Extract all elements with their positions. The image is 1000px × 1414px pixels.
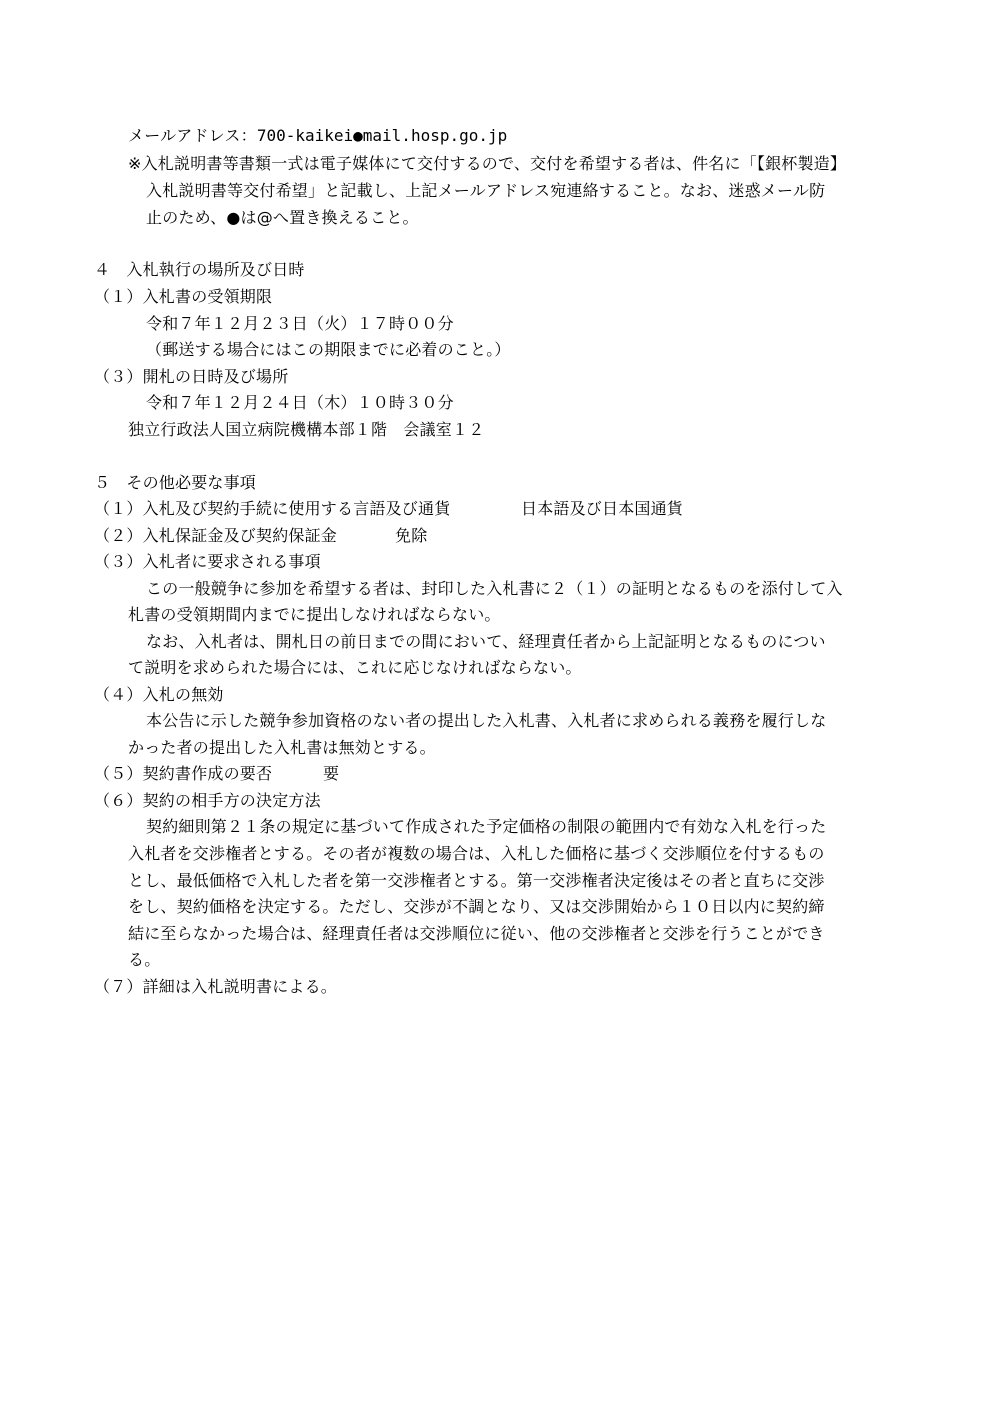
section-4-item-3-label: （３）開札の日時及び場所 (94, 367, 289, 386)
invalid-bid-line-1: 本公告に示した競争参加資格のない者の提出した入札書、入札者に求められる義務を履行しな (146, 711, 827, 730)
requirements-line-4: て説明を求められた場合には、これに応じなければならない。 (128, 658, 582, 677)
requirements-line-2: 札書の受領期間内までに提出しなければならない。 (128, 605, 501, 624)
language-currency-value: 日本語及び日本国通貨 (521, 499, 684, 518)
decision-method-line-2: 入札者を交渉権者とする。その者が複数の場合は、入札した価格に基づく交渉順位を付するもの (128, 844, 825, 863)
decision-method-line-5: 結に至らなかった場合は、経理責任者は交渉順位に従い、他の交渉権者と交渉を行うことができ (128, 924, 825, 943)
note-line-1: ※入札説明書等書類一式は電子媒体にて交付するので、交付を希望する者は、件名に「【銀杯製造】 (128, 154, 847, 173)
decision-method-line-3: とし、最低価格で入札した者を第一交渉権者とする。第一交渉権者決定後はその者と直ちに交渉 (128, 871, 825, 890)
decision-method-line-6: る。 (128, 950, 161, 969)
section-5-item-4-label: （４）入札の無効 (94, 685, 224, 704)
note-line-3: 止のため、●は@へ置き換えること。 (146, 208, 419, 227)
section-4-item-1-label: （１）入札書の受領期限 (94, 287, 273, 306)
decision-method-line-4: をし、契約価格を決定する。ただし、交渉が不調となり、又は交渉開始から１０日以内に契約締 (128, 897, 825, 916)
contract-document-label: （５）契約書作成の要否 (94, 764, 273, 783)
note-line-2: 入札説明書等交付希望」と記載し、上記メールアドレス宛連絡すること。なお、迷惑メール防 (146, 181, 826, 200)
opening-place: 独立行政法人国立病院機構本部１階 会議室１２ (128, 420, 485, 439)
invalid-bid-line-2: かった者の提出した入札書は無効とする。 (128, 738, 436, 757)
section-4-heading: ４ 入札執行の場所及び日時 (94, 260, 305, 279)
decision-method-line-1: 契約細則第２１条の規定に基づいて作成された予定価格の制限の範囲内で有効な入札を行った (146, 817, 827, 836)
deposit-value: 免除 (395, 526, 428, 545)
section-5-item-2 (94, 525, 428, 547)
section-5-heading: ５ その他必要な事項 (94, 473, 257, 492)
section-5-item-5 (94, 763, 340, 785)
requirements-line-1: この一般競争に参加を希望する者は、封印した入札書に２（１）の証明となるものを添付して入 (146, 579, 843, 598)
bid-deadline-date: 令和７年１２月２３日（火）１７時００分 (146, 314, 454, 333)
section-5-item-3-label: （３）入札者に要求される事項 (94, 552, 321, 571)
email-label: メールアドレス： (128, 126, 257, 145)
section-5-item-6-label: （６）契約の相手方の決定方法 (94, 791, 321, 810)
email-address: 700-kaikei●mail.hosp.go.jp (256, 126, 508, 145)
section-5-item-1 (94, 498, 684, 520)
email-line (128, 125, 507, 147)
bid-deadline-note: （郵送する場合にはこの期限までに必着のこと。） (146, 340, 511, 359)
opening-date: 令和７年１２月２４日（木）１０時３０分 (146, 393, 454, 412)
section-5-item-7: （７）詳細は入札説明書による。 (94, 977, 338, 996)
language-currency-label: （１）入札及び契約手続に使用する言語及び通貨 (94, 499, 451, 518)
requirements-line-3: なお、入札者は、開札日の前日までの間において、経理責任者から上記証明となるものについ (146, 632, 826, 651)
contract-document-value: 要 (323, 764, 340, 783)
deposit-label: （２）入札保証金及び契約保証金 (94, 526, 338, 545)
